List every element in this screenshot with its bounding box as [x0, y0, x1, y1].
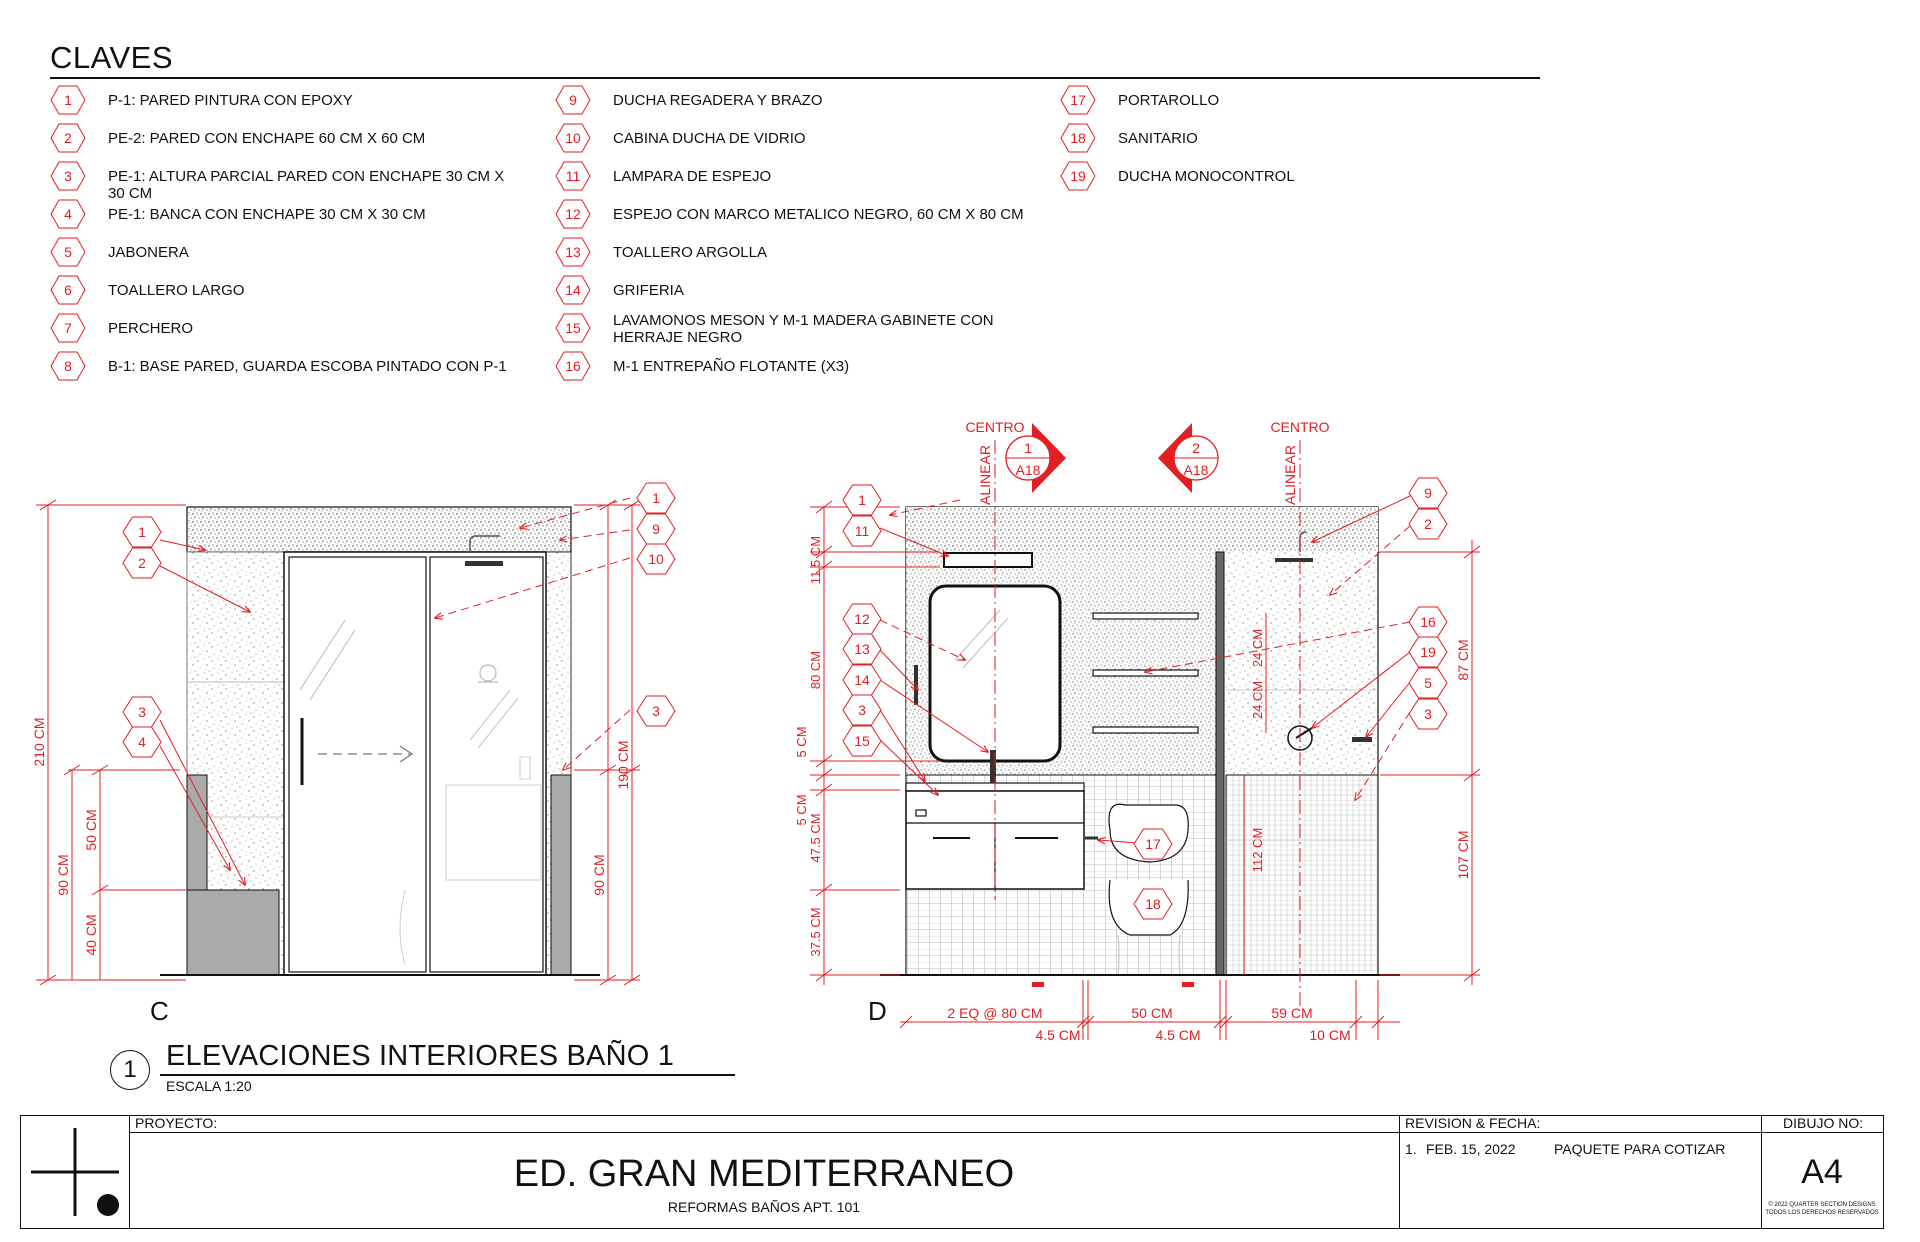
legend-item-number: 13 [565, 243, 581, 260]
legend-item-number: 4 [64, 205, 72, 222]
logo-mark [21, 1116, 130, 1228]
svg-text:3: 3 [858, 702, 866, 718]
dim-c-40: 40 CM [83, 914, 99, 956]
section-1-centro: CENTRO [965, 419, 1025, 435]
dim-d-5-bottom: 5 CM [794, 794, 809, 826]
legend-item-number: 15 [565, 319, 581, 336]
legend-item-text: TOALLERO LARGO [108, 282, 245, 299]
elevation-c [31, 483, 675, 985]
svg-text:3: 3 [138, 704, 146, 720]
project-subtitle: REFORMAS BAÑOS APT. 101 [667, 1199, 861, 1215]
legend-item-text: ESPEJO CON MARCO METALICO NEGRO, 60 CM X 80 CM [613, 206, 1024, 223]
section-1-number: 1 [1024, 440, 1032, 456]
dim-d-10: 10 CM [1309, 1027, 1351, 1043]
callout-tag [1409, 668, 1447, 698]
copyright-line-2: TODOS LOS DERECHOS RESERVADOS [1765, 1210, 1879, 1216]
svg-text:1: 1 [138, 524, 146, 540]
dim-d-24-bottom: 24 CM [1250, 680, 1265, 720]
callout-tag [843, 726, 881, 756]
svg-text:2: 2 [138, 555, 146, 571]
legend-item-number: 11 [565, 167, 581, 184]
project-label: PROYECTO: [135, 1115, 218, 1131]
dim-d-2eq: 2 EQ @ 80 CM [947, 1005, 1043, 1021]
svg-text:17: 17 [1145, 836, 1161, 852]
drawing-no-value: A4 [1801, 1153, 1843, 1191]
legend-item-text: LAMPARA DE ESPEJO [613, 168, 772, 185]
legend-item-text: M-1 ENTREPAÑO FLOTANTE (X3) [613, 358, 850, 375]
legend-item-text: B-1: BASE PARED, GUARDA ESCOBA PINTADO CON P-1 [108, 358, 507, 375]
copyright-line-1: © 2022 QUARTER SECTION DESIGNS [1768, 1202, 1876, 1208]
svg-text:1: 1 [858, 492, 866, 508]
project-cell [129, 1116, 1400, 1228]
legend-item-number: 2 [64, 129, 72, 146]
callout-tag [843, 604, 881, 634]
section-2-centro: CENTRO [1270, 419, 1330, 435]
drawing-title-rule [160, 1074, 735, 1076]
drawing-title: ELEVACIONES INTERIORES BAÑO 1 [166, 1040, 675, 1072]
legend-item-number: 16 [565, 357, 581, 374]
callout-tag [843, 634, 881, 664]
legend-item-number: 12 [565, 205, 581, 222]
project-header-strip [129, 1116, 1399, 1133]
drawing-no-label: DIBUJO NO: [1783, 1115, 1864, 1131]
callout-tag [843, 485, 881, 515]
revision-cell [1399, 1116, 1762, 1228]
dim-d-80: 80 CM [808, 650, 823, 690]
legend-item-text: CABINA DUCHA DE VIDRIO [613, 130, 806, 147]
svg-text:3: 3 [1424, 706, 1432, 722]
dim-c-90-left: 90 CM [55, 854, 71, 896]
section-2-number: 2 [1192, 440, 1200, 456]
svg-text:9: 9 [1424, 485, 1432, 501]
legend-item-text: PORTAROLLO [1118, 92, 1220, 109]
callout-tag [123, 697, 161, 727]
callout-tag [637, 696, 675, 726]
dim-d-4-5-b: 4.5 CM [1155, 1027, 1201, 1043]
callout-tag [123, 548, 161, 578]
legend-item-number: 14 [565, 281, 581, 298]
legend-item-number: 8 [64, 357, 72, 374]
svg-text:5: 5 [1424, 675, 1432, 691]
legend-item-text: LAVAMONOS MESON Y M-1 MADERA GABINETE CON HERRAJE NEGRO [613, 312, 994, 346]
callout-tag [637, 514, 675, 544]
legend-item-number: 7 [64, 319, 72, 336]
legend-item-text: SANITARIO [1118, 130, 1198, 147]
legend-item-number: 10 [565, 129, 581, 146]
legend-item-number: 9 [569, 91, 577, 108]
legend-item-text: PE-1: ALTURA PARCIAL PARED CON ENCHAPE 30 CM X 30 CM [108, 168, 505, 202]
callout-tag [843, 695, 881, 725]
revision-date: FEB. 15, 2022 [1426, 1141, 1516, 1157]
drawing-no-cell [1761, 1116, 1883, 1228]
callout-tag [1409, 509, 1447, 539]
legend-item-number: 3 [64, 167, 72, 184]
callout-tag [1409, 478, 1447, 508]
dim-d-11-5: 11.5 CM [808, 535, 823, 585]
legend-item-text: PERCHERO [108, 320, 194, 337]
drawing-scale: ESCALA 1:20 [166, 1078, 252, 1094]
section-marker-2 [1158, 419, 1330, 505]
view-label-c: C [150, 996, 169, 1026]
svg-text:19: 19 [1420, 644, 1436, 660]
dim-c-190: 190 CM [615, 740, 631, 790]
legend-item-text: DUCHA REGADERA Y BRAZO [613, 92, 823, 109]
dim-d-24-top: 24 CM [1250, 628, 1265, 668]
callout-tag [1409, 607, 1447, 637]
project-name: ED. GRAN MEDITERRANEO [513, 1153, 1015, 1195]
callout-tag [1409, 699, 1447, 729]
svg-text:16: 16 [1420, 614, 1436, 630]
svg-text:18: 18 [1145, 896, 1161, 912]
legend-item-number: 1 [64, 91, 72, 108]
dim-d-59: 59 CM [1271, 1005, 1313, 1021]
callout-tag [843, 516, 881, 546]
title-block [20, 1115, 1884, 1229]
dim-d-37-5: 37.5 CM [808, 907, 823, 957]
callout-tag [843, 665, 881, 695]
legend-item-text: DUCHA MONOCONTROL [1118, 168, 1295, 185]
dim-d-107: 107 CM [1455, 830, 1471, 880]
legend-item-number: 5 [64, 243, 72, 260]
section-2-sheet: A18 [1183, 462, 1209, 478]
dim-d-50: 50 CM [1131, 1005, 1173, 1021]
section-marker-1 [965, 419, 1066, 505]
legend-item-text: GRIFERIA [613, 282, 684, 299]
svg-text:15: 15 [854, 733, 870, 749]
dim-c-90-right: 90 CM [591, 854, 607, 896]
section-2-alinear: ALINEAR [1282, 445, 1298, 505]
svg-text:2: 2 [1424, 516, 1432, 532]
dim-d-87: 87 CM [1455, 639, 1471, 681]
elevation-d [794, 419, 1480, 1043]
callout-tag [637, 544, 675, 574]
revision-description: PAQUETE PARA COTIZAR [1554, 1141, 1726, 1157]
dim-d-47-5: 47.5 CM [808, 813, 823, 863]
section-1-sheet: A18 [1015, 462, 1041, 478]
legend-item-text: P-1: PARED PINTURA CON EPOXY [108, 92, 353, 109]
revision-label: REVISION & FECHA: [1405, 1115, 1541, 1131]
callout-tag [123, 517, 161, 547]
dim-c-50: 50 CM [83, 809, 99, 851]
legend-item-number: 18 [1070, 129, 1086, 146]
legend-title: CLAVES [50, 40, 174, 75]
dim-d-5-top: 5 CM [794, 726, 809, 758]
svg-text:14: 14 [854, 672, 870, 688]
revision-number: 1. [1405, 1141, 1417, 1157]
callout-tag [637, 483, 675, 513]
svg-text:3: 3 [652, 703, 660, 719]
legend-item-number: 19 [1070, 167, 1086, 184]
callout-tag [1409, 637, 1447, 667]
svg-text:10: 10 [648, 551, 664, 567]
dim-d-4-5-a: 4.5 CM [1035, 1027, 1081, 1043]
section-1-alinear: ALINEAR [977, 445, 993, 505]
svg-text:4: 4 [138, 734, 146, 750]
svg-text:1: 1 [652, 490, 660, 506]
svg-text:11: 11 [854, 523, 870, 539]
legend-item-text: TOALLERO ARGOLLA [613, 244, 767, 261]
legend-item-text: JABONERA [108, 244, 189, 261]
dim-d-112: 112 CM [1250, 827, 1265, 873]
legend-item-number: 17 [1070, 91, 1086, 108]
legend-item-text: PE-1: BANCA CON ENCHAPE 30 CM X 30 CM [108, 206, 426, 223]
legend-item-text: PE-2: PARED CON ENCHAPE 60 CM X 60 CM [108, 130, 426, 147]
dim-c-210: 210 CM [31, 717, 47, 767]
drawing-number: 1 [110, 1050, 150, 1090]
svg-text:9: 9 [652, 521, 660, 537]
svg-text:13: 13 [854, 641, 870, 657]
legend-item-number: 6 [64, 281, 72, 298]
callout-tag [123, 727, 161, 757]
svg-text:12: 12 [854, 611, 870, 627]
view-label-d: D [868, 996, 887, 1026]
